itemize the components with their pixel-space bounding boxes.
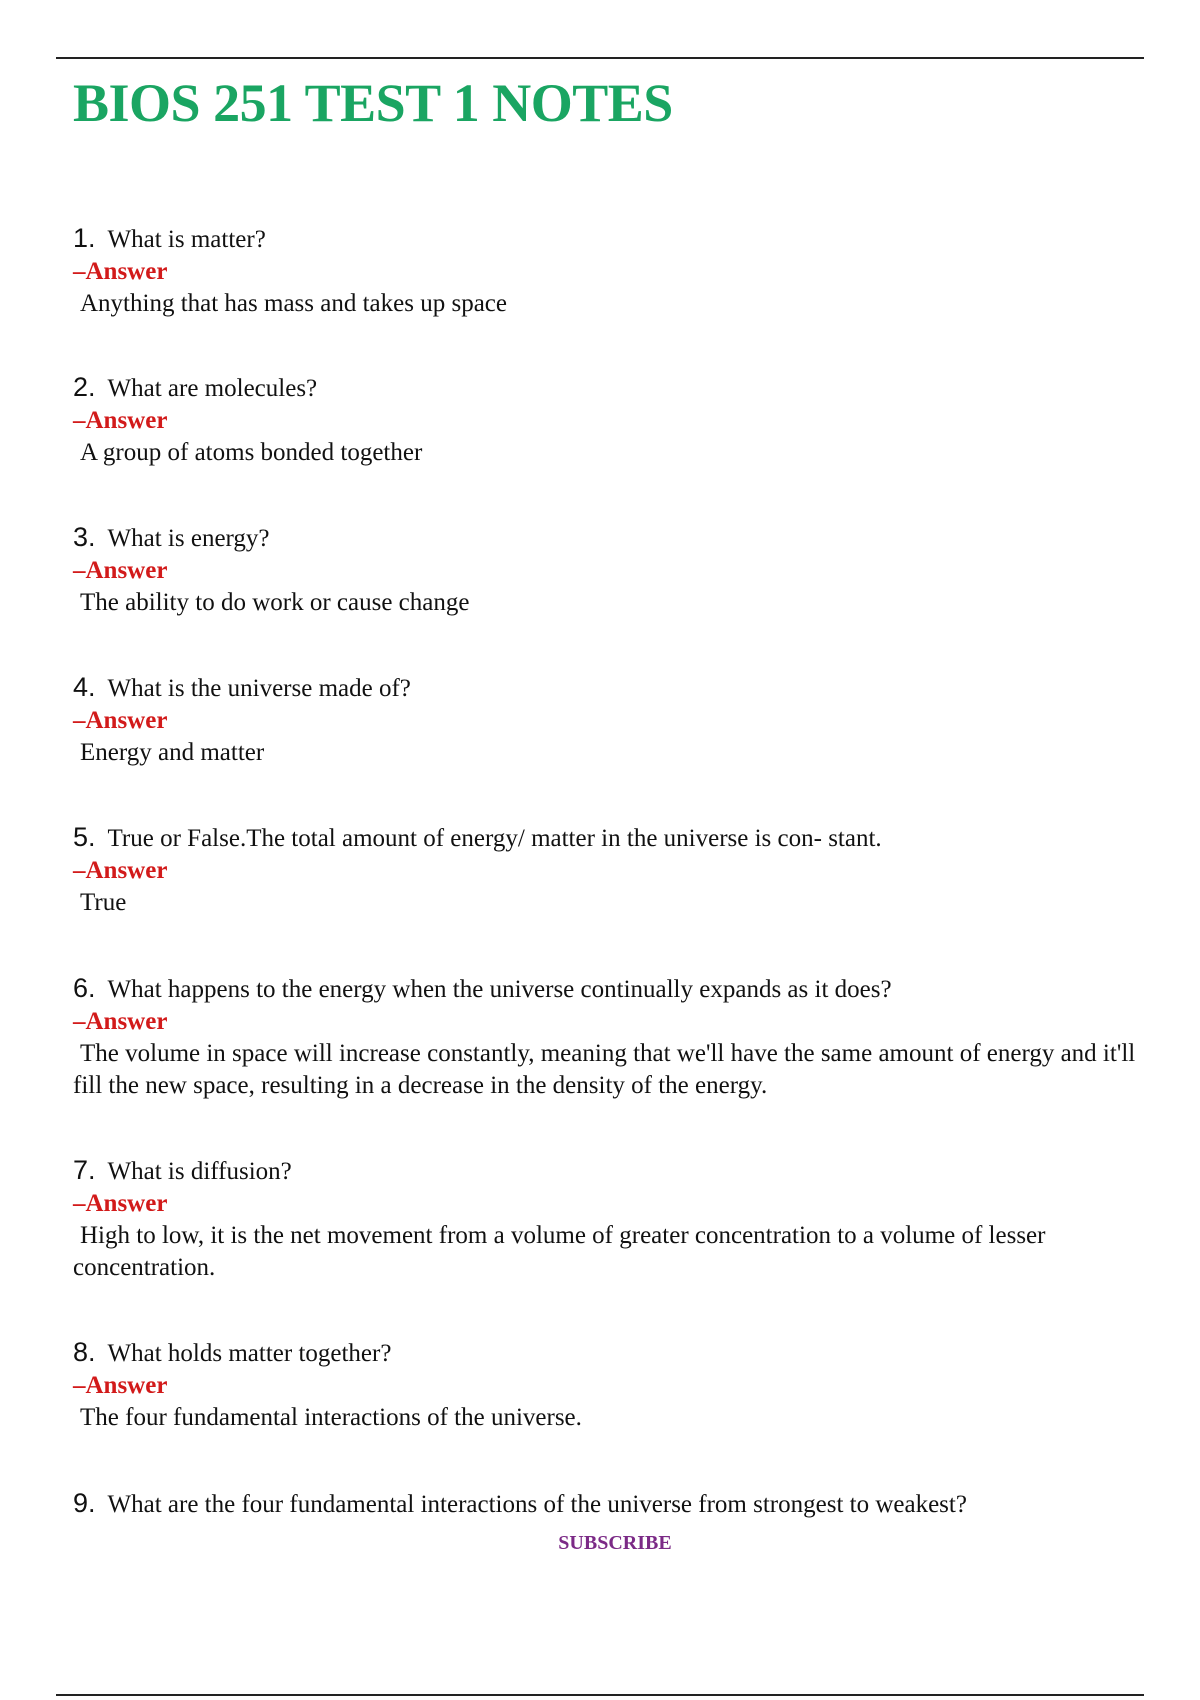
question-line	[73, 972, 1173, 1006]
question-line	[73, 222, 1173, 256]
question-line	[73, 821, 1173, 855]
answer-text: True	[80, 889, 127, 916]
question-number: 2.	[73, 372, 96, 402]
answer-text: Energy and matter	[80, 739, 265, 766]
question-text: What happens to the energy when the universe continually expands as it does?	[107, 976, 892, 1003]
answer-label: –Answer	[73, 1008, 168, 1035]
qa-item-2	[73, 371, 1173, 469]
question-line	[73, 521, 1173, 555]
answer-label: –Answer	[73, 1190, 168, 1217]
question-line	[73, 1154, 1173, 1188]
question-text: True or False.The total amount of energy/ matter in the universe is con- stant.	[107, 825, 882, 852]
answer-label: –Answer	[73, 1372, 168, 1399]
question-line	[73, 1336, 1173, 1370]
answer-text: High to low, it is the net movement from a volume of greater concentration to a volume of lesser concentration.	[73, 1222, 1046, 1281]
answer-label: –Answer	[73, 407, 168, 434]
question-text: What is the universe made of?	[107, 675, 411, 702]
answer-label: –Answer	[73, 857, 168, 884]
answer-text: The four fundamental interactions of the universe.	[80, 1404, 582, 1431]
question-line	[73, 371, 1173, 405]
qa-item-7	[73, 1154, 1173, 1284]
question-line	[73, 671, 1173, 705]
question-text: What holds matter together?	[107, 1340, 392, 1367]
qa-item-1	[73, 222, 1173, 320]
qa-item-4	[73, 671, 1173, 769]
question-text: What is energy?	[107, 525, 270, 552]
answer-text: Anything that has mass and takes up space	[80, 290, 507, 317]
qa-item-5	[73, 821, 1173, 919]
top-rule	[56, 57, 1144, 59]
answer-label: –Answer	[73, 557, 168, 584]
answer-label: –Answer	[73, 707, 168, 734]
answer-text: The ability to do work or cause change	[80, 589, 470, 616]
subscribe-link[interactable]: SUBSCRIBE	[558, 1532, 672, 1554]
question-line	[73, 1487, 1173, 1521]
qa-item-3	[73, 521, 1173, 619]
question-text: What is matter?	[107, 226, 266, 253]
answer-text: A group of atoms bonded together	[80, 439, 423, 466]
question-number: 6.	[73, 973, 96, 1003]
question-number: 7.	[73, 1155, 96, 1185]
question-number: 5.	[73, 822, 96, 852]
qa-item-8	[73, 1336, 1173, 1434]
question-text: What are molecules?	[107, 375, 318, 402]
answer-text: The volume in space will increase constantly, meaning that we'll have the same amount of energy and it'll fill the new space, resulting in a decrease in the density of the energy.	[73, 1040, 1136, 1099]
question-number: 3.	[73, 522, 96, 552]
question-number: 4.	[73, 672, 96, 702]
question-number: 1.	[73, 223, 96, 253]
question-text: What is diffusion?	[107, 1158, 292, 1185]
question-number: 9.	[73, 1488, 96, 1518]
bottom-rule	[56, 1694, 1144, 1696]
qa-item-6	[73, 972, 1173, 1102]
question-text: What are the four fundamental interactions of the universe from strongest to weakest?	[107, 1491, 967, 1518]
document-title: BIOS 251 TEST 1 NOTES	[73, 73, 673, 133]
qa-item-9	[73, 1487, 1173, 1521]
question-number: 8.	[73, 1337, 96, 1367]
answer-label: –Answer	[73, 258, 168, 285]
